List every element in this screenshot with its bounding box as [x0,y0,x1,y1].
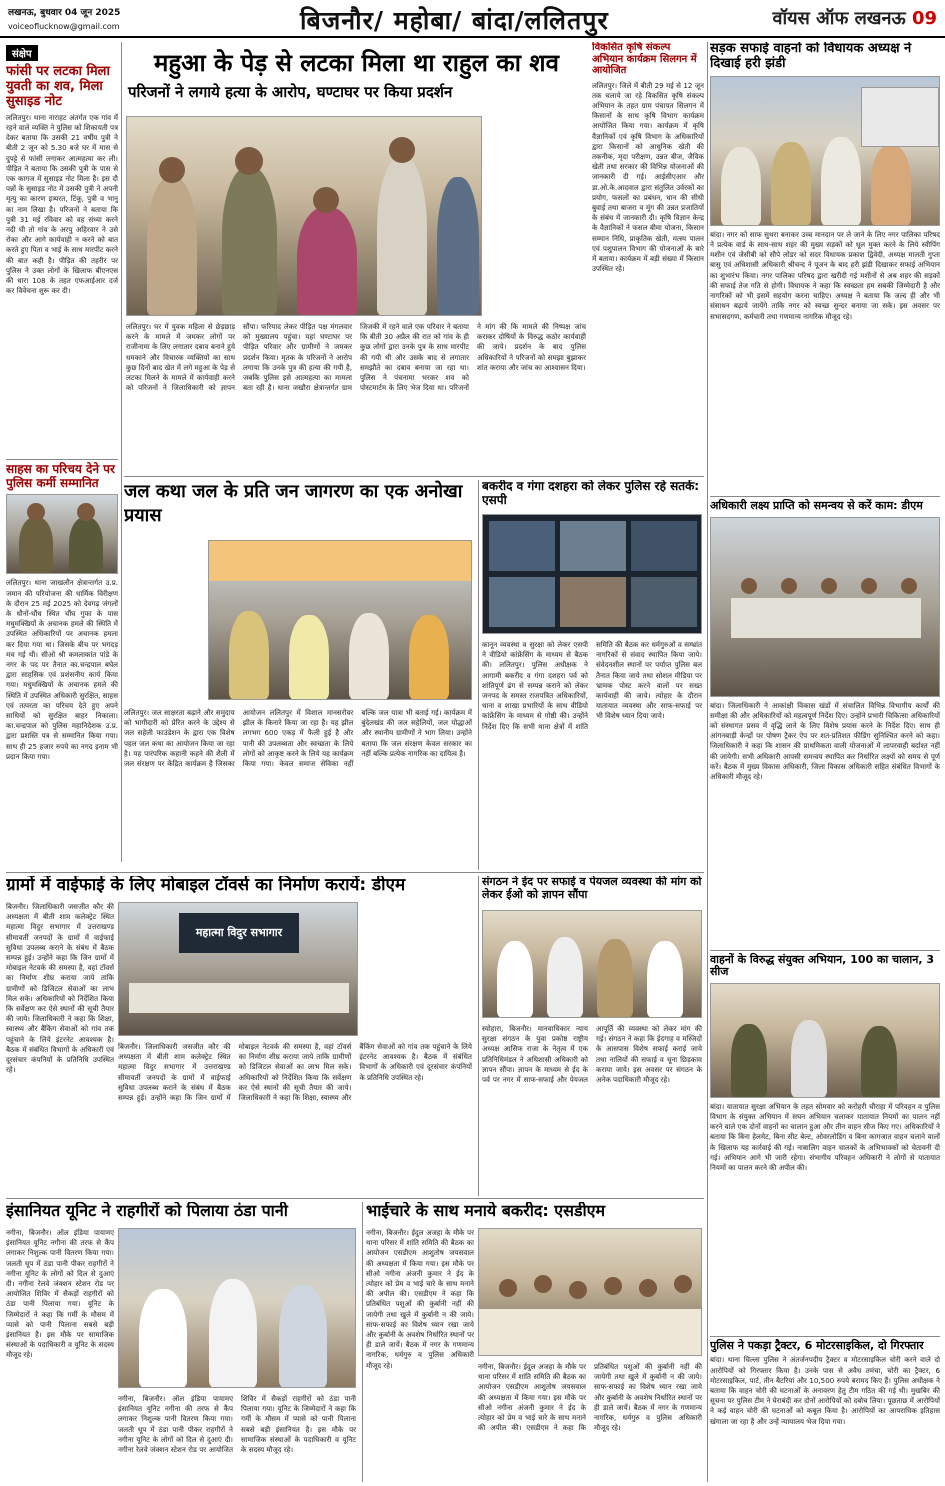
insaniyat-photo [118,1228,356,1388]
lead-story [124,42,589,472]
person-figure [791,1020,827,1098]
vc-tile [560,577,626,627]
sangathan-headline: संगठन ने ईद पर सफाई व पेयजल व्यवस्था की मांग को लेकर ईओ को ज्ञापन सौंपा [482,876,702,901]
person-figure [647,941,683,1018]
person-figure [289,615,329,700]
lead-body: ललितपुर। घर में युवक महिला से छेड़छाड़ करने के मामले में जमकर लोगों पर राजीनामा के लिए लगातार दबाव बनाने हुये धमकाने और विचारक व्यक्तियों का साथ कुछ दिनों बाद खेत में लगे महुआ के पेड़ से लटका मिलने के मामले में कार्यवाही करने को परिजनों ने जिलाधिकारी को ज्ञापन सौंपा। फरियाद लेकर पीड़ित पक्ष मंगलवार को मुख्यालय पहुंचा। यहां घण्टाघर पर पीड़ित परिवार और ग्रामीणों ने जमकर प्रदर्शन किया। मृतक के परिजनों ने आरोप लगाया कि उनके पुत्र की हत्या की गयी है, जबकि पुलिस इसे आत्महत्या का मामला बता रही है। थाना जखौरा क्षेत्रान्तर्गत ग्राम जिजकी में रहने वाले एक परिवार ने बताया कि बीती 30 अप्रैल की रात को गांव के ही कुछ लोगों द्वारा उनके पुत्र के साथ मारपीट की गयी थी और उसके बाद से लगातार समझौते का दबाव बनाया जा रहा था। पुलिस ने पंचनामा भरकर शव को पोस्टमार्टम के लिए भेज दिया था। परिजनों ने मांग की कि मामले की निष्पक्ष जांच कराकर दोषियों के विरुद्ध कठोर कार्यवाही की जाये। प्रदर्शन के बाद पुलिस अधिकारियों ने परिजनों को समझा बुझाकर शांत कराया और जांच का आश्वासन दिया। [126,322,586,393]
person-figure [297,207,357,316]
police-honour-photo [6,494,118,574]
column-rule [478,876,479,1196]
person-head [389,137,415,163]
person-head [674,1275,692,1293]
jal-photo [208,540,472,700]
person-head [781,578,797,594]
towers-headline: ग्रामों में वाईफाई के लिए मोबाइल टॉवर्स का निर्माण करायें: डीएम [6,876,406,895]
photo-sign: महात्मा विदुर सभागार [179,913,299,953]
dm-review-headline: अधिकारी लक्ष्य प्राप्ति को समन्वय से करें काम: डीएम [710,496,940,513]
towers-story [6,876,474,1196]
person-figure [279,1285,327,1388]
marigold-decoration [209,541,472,581]
person-figure [409,615,449,700]
date-line: लखनऊ, बुधवार 04 जून 2025 [8,8,121,18]
sp-story [482,480,704,870]
person-figure [731,1024,767,1098]
person-figure [871,145,911,226]
brief-2-headline: साहस का परिचय देने पर पुलिस कर्मी सम्मानित [6,459,118,491]
person-head [821,578,837,594]
person-figure [19,517,53,574]
person-head [569,1281,587,1299]
column-rule [478,480,479,870]
person-head [534,1275,552,1293]
jal-body: ललितपुर। जल साक्षरता बढ़ाने और समुदाय को भागीदारी को प्रेरित करने के उद्देश्य से जल सहेली फाउंडेशन के द्वारा एक विशेष पहल जल कथा का आयोजन किया जा रहा है। यह पारंपरिक कहानी कहने की शैली में जल संरक्षण पर केंद्रित कार्यक्रम है जिसका आयोजन ललितपुर में विशाल मानसरोवर झील के किनारे किया जा रहा है। यह झील लगभग 600 एकड़ में फैली हुई है और पानी की उपलब्धता और स्वच्छता के लिये लोगों को आकृष्ट करने के लिये यह कार्यक्रम किया गया। केवल समाज सेविका नहीं बल्कि जल यात्रा भी बताई गई। कार्यक्रम में बुंदेलखंड की जल सहेलियों, जल योद्धाओं और स्थानीय ग्रामीणों ने भाग लिया। उन्होंने बताया कि जल संरक्षण केवल सरकार का नहीं बल्कि प्रत्येक नागरिक का दायित्व है। [124,708,472,769]
person-figure [209,1279,257,1388]
person-head [604,1277,622,1295]
vc-screen-photo [482,514,702,634]
towers-body: बिजनौर। जिलाधिकारी जसजीत कौर की अध्यक्षता में बीती शाम कलेक्ट्रेट स्थित महात्मा विदुर सभागार में उत्तराखण्ड सीमावर्ती जनपदों के ग्रामों में वाईफाई सुविधा उपलब्ध कराने के संबंध में बैठक सम्पन्न हुई। उन्होंने कहा कि जिन ग्रामों में मोबाइल नेटवर्क की समस्या है, वहां टॉवर्स का निर्माण शीघ्र कराया जाये ताकि ग्रामीणों को डिजिटल सेवाओं का लाभ मिल सके। अधिकारियों को निर्देशित किया कि सर्वेक्षण कर ऐसे स्थानों की सूची तैयार की जाये। जिलाधिकारी ने कहा कि शिक्षा, स्वास्थ्य और बैंकिंग सेवाओं को गांव तक पहुंचाने के लिये इंटरनेट आवश्यक है। बैठक में संबंधित विभागों के अधिकारी एवं दूरसंचार कंपनियों के प्रतिनिधि उपस्थित रहे। [118,1042,472,1103]
column-rule [707,42,708,1482]
vehicle-shape [861,87,939,147]
vehicles-body: बांदा। नगर को साफ सुथरा बनाकर उच्च मानदान पर ले जाने के लिए नगर पालिका परिषद ने प्रत्येक वार्ड के साथ-साथ शहर की मुख्य सड़कों को धूल मुक्त करने के लिये स्वीपिंग मशीन एवं जेसीबी को सौपे लोडर को सदर विधायक प्रकाश द्विवेदी, अध्यक्ष मालती गुप्ता बासु एवं अधिशासी अधिकारी श्रीचन्द ने पूजन के बाद हरी झंडी दिखाकर सफाई अभियान का शुभारंभ किया। नगर पालिका परिषद द्वारा खरीदी गई मशीनों से अब शहर की सड़कों की सफाई तेज गति से होगी। विधायक ने कहा कि स्वच्छता हम सबकी जिम्मेदारी है और नागरिकों को भी इसमें सहयोग करना चाहिए। अध्यक्ष ने बताया कि जल्द ही और भी संसाधन बढ़ाये जायेंगे ताकि नगर को स्वच्छ सुन्दर बनाया जा सके। इस अवसर पर सभासदगण, कर्मचारी तथा गणमान्य नागरिक मौजूद रहे। [710,229,940,321]
person-head [741,578,757,594]
row-rule [124,476,704,477]
person-head [159,157,185,183]
row-rule [6,1198,704,1199]
person-figure [861,1026,897,1098]
dm-review-photo [710,517,940,697]
towers-photo [118,902,358,1036]
bhaichara-body: नगीना, बिजनौर। ईदुल अजहा के मौके पर थाना परिसर में शांति समिति की बैठक का आयोजन एसडीएम आशुतोष जयसवाल की अध्यक्षता में किया गया। इस मौके पर सीओ नगीना अंजनी कुमार ने ईद के त्योहार को प्रेम व भाई चारे के साथ मनाने की अपील की। एसडीएम ने कहा कि प्रतिबंधित पशुओं की कुर्बानी नहीं की जायेगी तथा खुले में कुर्बानी न की जाये। साफ-सफाई का विशेष ध्यान रखा जाये और कुर्बानी के अवशेष निर्धारित स्थानों पर ही डाले जायें। बैठक में नगर के गणमान्य नागरिक, धर्मगुरु व पुलिस अधिकारी मौजूद रहे। [478,1362,702,1433]
person-figure [821,137,861,226]
tractor-headline: पुलिस ने पकड़ा ट्रैक्टर, 6 मोटरसाइकिल, दो गिरफ्तार [710,1336,940,1353]
person-figure [771,142,811,226]
person-figure [139,1289,187,1388]
vehicles-photo [710,76,940,226]
agri-headline: विकसित कृषि संकल्प अभियान कार्यक्रम सिलगन में आयोजित [592,42,697,76]
masthead-email[interactable]: voiceoflucknow@gmail.com [8,22,120,31]
person-figure [377,157,427,316]
bhaichara-story [366,1202,704,1482]
protest-photo [126,116,482,316]
person-head [499,1279,517,1297]
vc-tile [631,521,697,571]
sp-headline: बकरीद व गंगा दशहरा को लेकर पुलिस रहे सतर्क: एसपी [482,480,700,507]
person-figure [721,147,761,226]
person-figure [349,613,389,700]
person-figure [597,939,633,1018]
brand-label: वॉयस ऑफ लखनऊ [772,8,906,29]
table-shape [129,983,349,1013]
insaniyat-body-left: नगीना, बिजनौर। ऑल इंडिया पायामए इंसानियत यूनिट नगीना की तरफ से कैंप लगाकर निशुल्क पानी वितरण किया गया। जलती धूप में ठंडा पानी पीकर राहगीरों ने नगीना यूनिट के लोगों को दिल से दुआएं दी। नगीना रेलवे जंक्शन स्टेशन रोड पर आयोजित शिविर में सैकड़ों राहगीरों को ठंडा पानी पिलाया गया। यूनिट के जिम्मेदारों ने कहा कि गर्मी के मौसम में प्यासे को पानी पिलाना सबसे बड़ी इंसानियत है। इस मौके पर सामाजिक संस्थाओं के पदाधिकारी व यूनिट के सदस्य मौजूद रहे। [6,1228,114,1360]
person-figure [497,941,533,1018]
person-figure [222,167,277,316]
brief-1-body: ललितपुर। थाना नाराहट अंतर्गत एक गांव में रहने वाले व्यक्ति ने पुलिस को शिकायती पत्र देकर बताया कि उसकी 21 वर्षीय पुत्री ने बीती 2 जून को 5.30 बजे घर में मास से दुपट्टे से फांसी लगाकर आत्महत्या कर ली। पीड़ित ने बताया कि उसकी पुत्री के पास से एक कागज में सुसाइड नोट मिला है। इस दौ पन्नों के सुसाइड नोट में उसकी पुत्री ने अपनी मृत्यु का कारण इत्र्यरत, टिंकू, पुत्री व भानु का नाम लिखा है। परिजनों ने बताया कि पुत्री 31 मई रविवार को वह संध्या करने नदी घी तो गांव के अरपु अहिरवार ने उसे रोका और आगे कार्यवाही न करने को बात करते हुए पिता व भाई के साथ मारपीट करने की बात कही है। पीड़ित की तहरीर पर पुलिस ने उक्त लोगों के खिलाफ बीएनएस की धारा 108 के तहत एफआईआर दर्ज कर विवेचना शुरू कर दी। [6,112,118,296]
brief-2-body: ललितपुर। थाना जाखलौन क्षेत्रान्तर्गत उ.प्र. जमान की परियोजना की धार्मिक विरीक्षण के दौरान 25 मई 2025 को देवगढ़ जंगलों के धौनों-धौंध स्थित चौंघ गुफा के पास मधुमक्खियों के अचानक हमले की स्थिति में उपस्थित अधिकारियों पर अचानक हमला कर दिया गया था। जिसके बीच पर भगदड़ मच गई थी। सीओ श्री कमलाकांत पांडे के नगर के पद पर तैनात का.चन्द्रपाल बघेल द्वारा साहसिक एवं प्रशंसनीय कार्य किया गया। मधुमक्खियों के अचानक हमले की स्थिति में उपस्थित अधिकारी सुरक्षित, साहस एवं तत्परता का परिचय देते हुए अपने साथियों को सुरक्षित बाहर निकाला। का.चन्द्रपाल को पुलिस महानिदेशक उ.प्र. द्वारा प्रशस्ति पत्र से सम्मानित किया गया। साथ ही 25 हजार रुपये का नगद इनाम भी प्रदान किया गया। [6,578,118,761]
vc-tile [489,577,555,627]
brief-1-headline: फांसी पर लटका मिला युवती का शव, मिला सुसाइड नोट [6,64,110,109]
page-number: 09 [911,8,937,29]
jal-headline: जल कथा जल के प्रति जन जागरण का एक अनोखा प्रयास [124,481,463,527]
insaniyat-body: नगीना, बिजनौर। ऑल इंडिया पायामए इंसानियत यूनिट नगीना की तरफ से कैंप लगाकर निशुल्क पानी वितरण किया गया। जलती धूप में ठंडा पानी पीकर राहगीरों ने नगीना यूनिट के लोगों को दिल से दुआएं दी। नगीना रेलवे जंक्शन स्टेशन रोड पर आयोजित शिविर में सैकड़ों राहगीरों को ठंडा पानी पिलाया गया। यूनिट के जिम्मेदारों ने कहा कि गर्मी के मौसम में प्यासे को पानी पिलाना सबसे बड़ी इंसानियत है। इस मौके पर सामाजिक संस्थाओं के पदाधिकारी व यूनिट के सदस्य मौजूद रहे। [118,1394,356,1455]
table-shape [731,598,921,638]
dm-review-body: बांदा। जिलाधिकारी ने आकांक्षी विकास खंडों में संचालित विभिन्न विभागीय कार्यों की समीक्षा की और अधिकारियों को महत्वपूर्ण निर्देश दिए। उन्होंने प्रभारी चिकित्सा अधिकारियों को संस्थागत प्रसव में वृद्धि लाने के लिए विशेष प्रयास करने के निर्देश दिए। साथ ही आंगनबाड़ी केन्द्रों पर पोषण ट्रैकर ऐप पर शत-प्रतिशत फीडिंग सुनिश्चित करने को कहा। जिलाधिकारी ने कहा कि शासन की प्राथमिकता वाली योजनाओं में लापरवाही बर्दाश्त नहीं की जायेगी। सभी अधिकारी आपसी समन्वय स्थापित कर निर्धारित लक्ष्यों को समय से पूर्ण करें। बैठक में मुख्य विकास अधिकारी, जिला विकास अधिकारी सहित संबंधित विभागों के अधिकारी मौजूद रहे। [710,700,940,781]
bhaichara-body-left: नगीना, बिजनौर। ईदुल अजहा के मौके पर थाना परिसर में शांति समिति की बैठक का आयोजन एसडीएम आशुतोष जयसवाल की अध्यक्षता में किया गया। इस मौके पर सीओ नगीना अंजनी कुमार ने ईद के त्योहार को प्रेम व भाई चारे के साथ मनाने की अपील की। एसडीएम ने कहा कि प्रतिबंधित पशुओं की कुर्बानी नहीं की जायेगी तथा खुले में कुर्बानी न की जाये। साफ-सफाई का विशेष ध्यान रखा जाये और कुर्बानी के अवशेष निर्धारित स्थानों पर ही डाले जायें। बैठक में नगर के गणमान्य नागरिक, धर्मगुरु व पुलिस अधिकारी मौजूद रहे। [366,1228,474,1370]
section-title: बिजनौर/ महोबा/ बांदा/ललितपुर [300,6,609,35]
vc-tile [631,577,697,627]
person-figure [69,517,103,574]
vc-tile [560,521,626,571]
challan-photo [710,983,940,1098]
column-rule [362,1202,363,1482]
brief-tag: संक्षेप [6,45,38,61]
jal-story [124,480,474,870]
crowd-shape [479,1309,702,1356]
bhaichara-headline: भाईचारे के साथ मनाये बकरीद: एसडीएम [366,1202,606,1220]
person-head [313,187,339,213]
lead-subhead: परिजनों ने लगाये हत्या के आरोप, घण्टाघर पर किया प्रदर्शन [128,82,453,101]
bhaichara-photo [478,1228,702,1356]
person-head [639,1279,657,1297]
lead-headline: महुआ के पेड़ से लटका मिला था राहुल का शव [154,49,559,77]
vc-tile [489,521,555,571]
person-head [235,147,263,175]
person-head [861,578,877,594]
sp-body: कानून व्यवस्था व सुरक्षा को लेकर एसपी ने वीडियो कांफ्रेंसिंग के माध्यम से बैठक की। ललितपुर। पुलिस अधीक्षक ने आगामी बकरीद व गंगा दशहरा पर्व को शांतिपूर्ण ढंग से सम्पन्न कराने को लेकर जनपद के समस्त राजपत्रित अधिकारियों, थाना व शाखा प्रभारियों के साथ वीडियो कांफ्रेंसिंग के माध्यम से गोष्ठी की। उन्होंने निर्देश दिए कि सभी थाना क्षेत्रों में शांति समिति की बैठक कर धर्मगुरुओं व सम्भ्रांत नागरिकों से संवाद स्थापित किया जाये। संवेदनशील स्थानों पर पर्याप्त पुलिस बल तैनात किया जाये तथा सोशल मीडिया पर भ्रामक पोस्ट करने वालों पर सख्त कार्यवाही की जाये। त्योहार के दौरान यातायात व्यवस्था और साफ-सफाई पर भी विशेष ध्यान दिया जाये। [482,640,702,731]
brand-name [773,6,938,30]
masthead [0,0,945,38]
right-column [710,42,940,1482]
sangathan-photo [482,910,702,1018]
towers-body-left: बिजनौर। जिलाधिकारी जसजीत कौर की अध्यक्षता में बीती शाम कलेक्ट्रेट स्थित महात्मा विदुर सभागार में उत्तराखण्ड सीमावर्ती जनपदों के ग्रामों में वाईफाई सुविधा उपलब्ध कराने के संबंध में बैठक सम्पन्न हुई। उन्होंने कहा कि जिन ग्रामों में मोबाइल नेटवर्क की समस्या है, वहां टॉवर्स का निर्माण शीघ्र कराया जाये ताकि ग्रामीणों को डिजिटल सेवाओं का लाभ मिल सके। अधिकारियों को निर्देशित किया कि सर्वेक्षण कर ऐसे स्थानों की सूची तैयार की जाये। जिलाधिकारी ने कहा कि शिक्षा, स्वास्थ्य और बैंकिंग सेवाओं को गांव तक पहुंचाने के लिये इंटरनेट आवश्यक है। बैठक में संबंधित विभागों के अधिकारी एवं दूरसंचार कंपनियों के प्रतिनिधि उपस्थित रहे। [6,902,114,1075]
person-figure [547,937,583,1018]
column-rule [121,42,122,862]
tractor-body: बांदा। थाना चिल्ला पुलिस ने अंतर्जनपदीय ट्रैक्टर व मोटरसाइकिल चोरी करने वाले दो आरोपियों को गिरफ्तार किया है। उनके पास से अवैध तमंचा, चोरी का ट्रैक्टर, 6 मोटरसाइकिल, पार्ट, तीन बैटरियां और 10,500 रुपये बरामद किए हैं। पुलिस अधीक्षक ने बताया कि वाहन चोरी की घटनाओं के अनावरण हेतु टीम गठित की गई थी। मुखबिर की सूचना पर पुलिस टीम ने घेराबंदी कर दोनों आरोपियों को दबोच लिया। पूछताछ में आरोपियों ने कई वाहन चोरी की घटनाओं को कबूल किया है। आरोपियों का आपराधिक इतिहास खंगाला जा रहा है और उन्हें न्यायालय भेज दिया गया। [710,1355,940,1426]
person-head [901,578,917,594]
left-column [6,42,118,862]
challan-body: बांदा। यातायात सुरक्षा अभियान के तहत सोमवार को करोहरी चौराहा में परिवहन व पुलिस विभाग के संयुक्त अभियान में सघन अभियान चलाकर यातायात नियमों का पालन नहीं करने वाले एक दोनों वाहनों का चालान हुआ और तीन वाहन सीज किए गए। अधिकारियों ने बताया कि बिना हेलमेट, बिना सीट बेल्ट, ओवरलोडिंग व बिना कागजात वाहन चलाने वालों के खिलाफ यह कार्रवाई की गई। नाबालिग वाहन चालकों के अभिभावकों को चेतावनी दी गई। अभियान आगे भी जारी रहेगा। संभागीय परिवहन अधिकारी ने लोगों से यातायात नियमों का पालन करने की अपील की। [710,1101,940,1173]
person-figure [147,177,197,316]
challan-headline: वाहनों के विरुद्ध संयुक्त अभियान, 100 का चालान, 3 सीज [710,950,940,979]
sangathan-body: स्योहारा, बिजनौर। मानवाधिकार न्याय सुरक्षा संगठन के युवा प्रकोष्ठ राष्ट्रीय अध्यक्ष आसिफ राजा के नेतृत्व में एक प्रतिनिधिमंडल ने अधिशासी अधिकारी को ज्ञापन सौंपा। ज्ञापन के माध्यम से ईद के पर्व पर नगर में साफ-सफाई और पेयजल आपूर्ति की व्यवस्था को लेकर मांग की गई। संगठन ने कहा कि ईदगाह व मस्जिदों के आसपास विशेष सफाई कराई जाये तथा नालियों की सफाई व चूना छिड़काव कराया जाये। इस अवसर पर संगठन के अनेक पदाधिकारी मौजूद रहे। [482,1024,702,1085]
vehicles-headline: सड़क सफाई वाहनों को विधायक अध्यक्ष ने दिखाई हरी झंडी [710,42,912,71]
person-figure [437,177,479,316]
sangathan-story [482,876,704,1196]
row-rule [6,872,704,873]
agri-body: ललितपुर। जिले में बीती 29 मई से 12 जून तक चलाये जा रहे विकसित कृषि संकल्प अभियान के तहत ग्राम पंचायत सिलगन में किसानों के साथ कृषि विभाग कार्यक्रम आयोजित किया गया। कार्यक्रम में कृषि वैज्ञानिकों एवं कृषि विभाग के अधिकारियों द्वारा किसानों को आधुनिक खेती की तकनीक, मृदा परीक्षण, उन्नत बीज, जैविक खेती तथा सरकार की विभिन्न योजनाओं की जानकारी दी गई। आईसीएआर और डा.ओ.के.आदवाल द्वारा संतुलित उर्वरकों का प्रयोग, फसलों का प्रबंधन, धान की सीधी बुवाई तथा बाजरा व मूंग की उन्नत प्रजातियों के संबंध में जानकारी दी। कृषि विज्ञान केन्द्र के वैज्ञानिकों ने फसल बीमा योजना, किसान सम्मान निधि, प्राकृतिक खेती, मत्स्य पालन एवं पशुपालन विभाग की योजनाओं के बारे में बताया। कार्यक्रम में बड़ी संख्या में किसान उपस्थित रहे। [592,80,704,274]
insaniyat-headline: इंसानियत यूनिट ने राहगीरों को पिलाया ठंडा पानी [6,1202,288,1220]
person-figure [229,611,269,700]
insaniyat-story [6,1202,358,1482]
agri-story [592,42,704,472]
